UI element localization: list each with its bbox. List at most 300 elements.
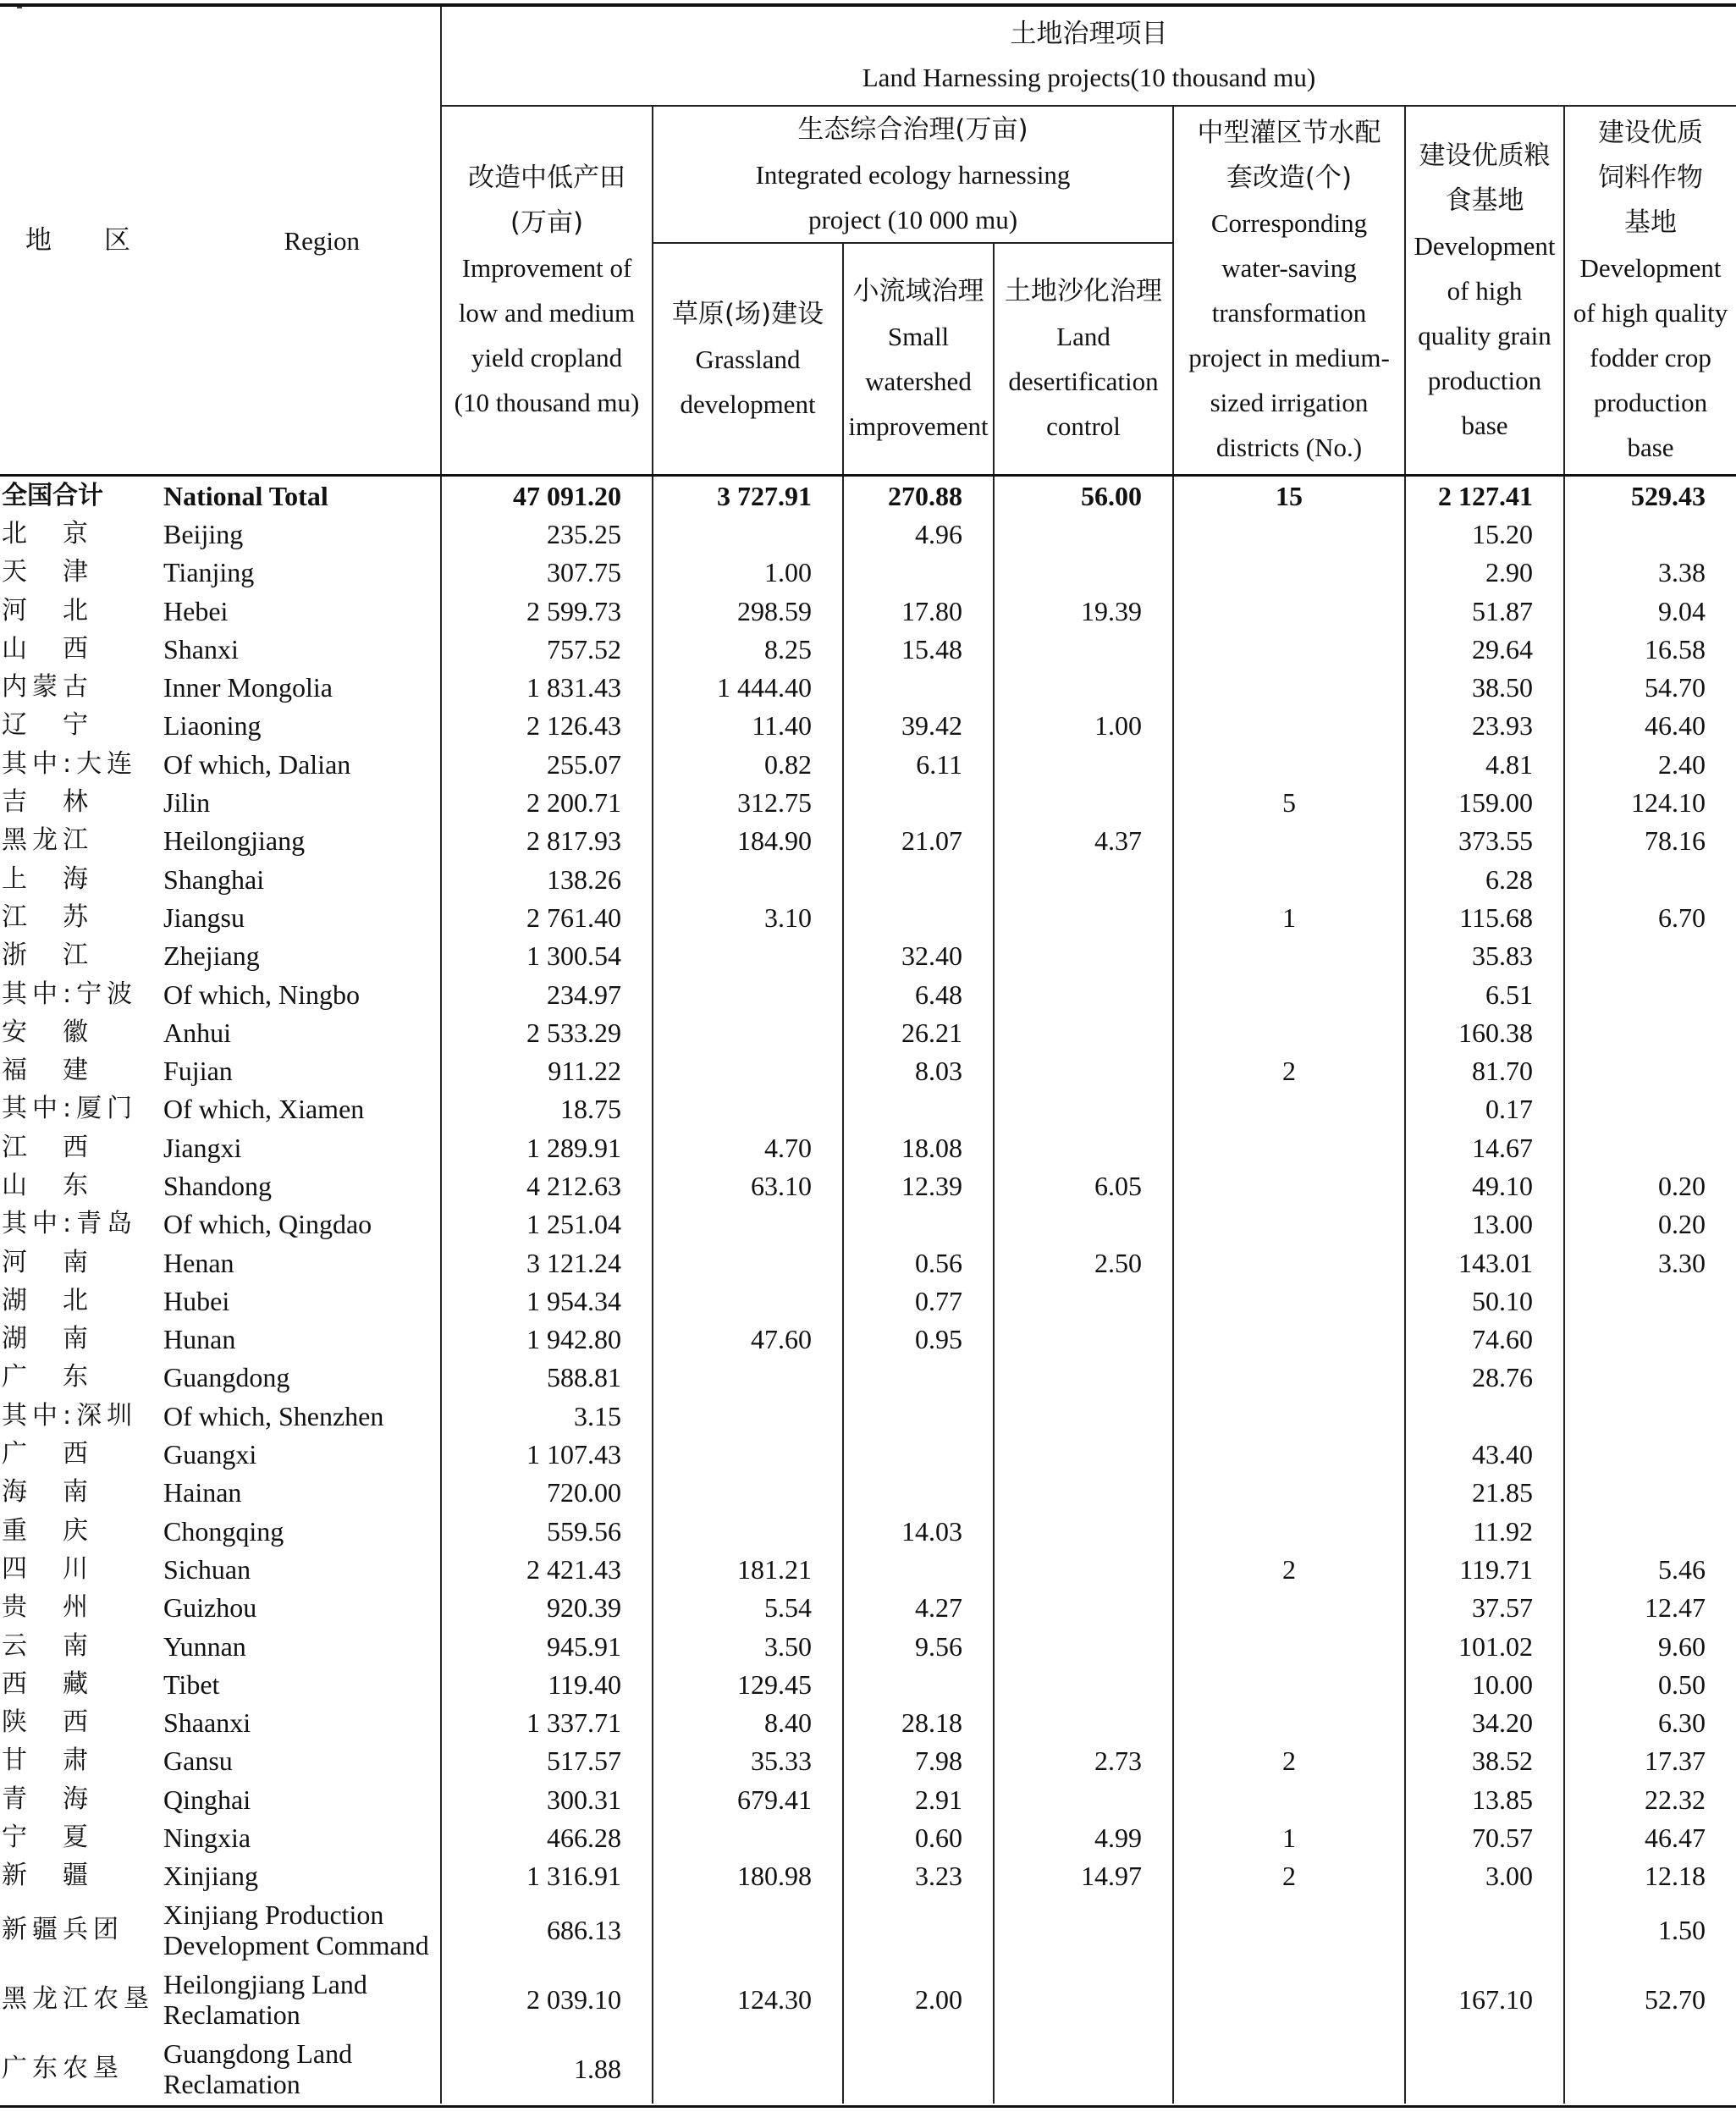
col5-en-4: project in medium- bbox=[1188, 343, 1390, 372]
desertification-value: 1.00 bbox=[994, 707, 1173, 745]
table-row bbox=[0, 1742, 1736, 1780]
watershed-value bbox=[843, 1665, 994, 1703]
desertification-value bbox=[994, 1474, 1173, 1512]
table-row bbox=[0, 1589, 1736, 1627]
grain-base-value: 0.17 bbox=[1405, 1090, 1564, 1128]
low-medium-yield-value: 18.75 bbox=[441, 1090, 653, 1128]
region-header bbox=[0, 5, 441, 476]
irrigation-value: 2 bbox=[1173, 1051, 1405, 1089]
watershed-value: 39.42 bbox=[843, 707, 994, 745]
grain-base-value: 38.50 bbox=[1405, 668, 1564, 706]
irrigation-value bbox=[1173, 1166, 1405, 1205]
table-row bbox=[0, 1857, 1736, 1895]
grassland-value bbox=[653, 1474, 843, 1512]
watershed-value bbox=[843, 1435, 994, 1473]
region-name-en: Shanxi bbox=[163, 633, 239, 664]
eco-cn: 生态综合治理(万亩) bbox=[797, 113, 1028, 145]
grassland-value bbox=[653, 937, 843, 975]
irrigation-value bbox=[1173, 630, 1405, 668]
irrigation-value bbox=[1173, 1359, 1405, 1397]
col6-en-4: production bbox=[1427, 365, 1542, 395]
low-medium-yield-value: 119.40 bbox=[441, 1665, 653, 1703]
watershed-value: 4.96 bbox=[843, 515, 994, 553]
desertification-value bbox=[994, 1704, 1173, 1742]
total-row bbox=[0, 476, 1736, 516]
eco-en-1: Integrated ecology harnessing bbox=[755, 159, 1071, 190]
region-name-en: Shanghai bbox=[163, 863, 265, 895]
desertification-value bbox=[994, 630, 1173, 668]
table-row bbox=[0, 1205, 1736, 1243]
col5-cn-1: 中型灌区节水配 bbox=[1197, 118, 1381, 148]
table-row bbox=[0, 783, 1736, 821]
desertification-value: 6.05 bbox=[994, 1166, 1173, 1205]
grain-base-value: 81.70 bbox=[1405, 1051, 1564, 1089]
watershed-value bbox=[843, 1090, 994, 1128]
fodder-base-value: 0.50 bbox=[1564, 1665, 1736, 1703]
table-row bbox=[0, 1895, 1736, 1965]
desertification-value: 2.73 bbox=[994, 1742, 1173, 1780]
col-grassland-header bbox=[653, 243, 843, 476]
region-name-cn: 黑龙江 bbox=[2, 825, 93, 856]
region-name-cn: 福 建 bbox=[2, 1056, 93, 1086]
region-name-en: Fujian bbox=[163, 1056, 233, 1087]
grassland-value: 8.25 bbox=[653, 630, 843, 668]
region-name-en: Tianjing bbox=[163, 557, 255, 588]
region-name-cn: 其中:大连 bbox=[2, 748, 138, 779]
region-header-en: Region bbox=[284, 225, 360, 256]
watershed-value: 270.88 bbox=[843, 476, 994, 516]
watershed-value: 0.56 bbox=[843, 1243, 994, 1282]
table-row bbox=[0, 1051, 1736, 1089]
grain-base-value: 159.00 bbox=[1405, 783, 1564, 821]
fodder-base-value bbox=[1564, 1321, 1736, 1359]
col5-en-1: Corresponding bbox=[1210, 208, 1368, 238]
region-name-en: Ningxia bbox=[163, 1822, 251, 1854]
region-name-cn: 云 南 bbox=[2, 1630, 93, 1661]
grain-base-value: 160.38 bbox=[1405, 1013, 1564, 1051]
irrigation-value bbox=[1173, 1589, 1405, 1627]
grain-base-value: 11.92 bbox=[1405, 1512, 1564, 1550]
watershed-value: 0.60 bbox=[843, 1818, 994, 1856]
grain-base-value: 70.57 bbox=[1405, 1818, 1564, 1856]
low-medium-yield-value: 686.13 bbox=[441, 1895, 653, 1965]
low-medium-yield-value: 559.56 bbox=[441, 1512, 653, 1550]
low-medium-yield-value: 1 954.34 bbox=[441, 1282, 653, 1320]
low-medium-yield-value: 2 761.40 bbox=[441, 898, 653, 936]
low-medium-yield-value: 1 831.43 bbox=[441, 668, 653, 706]
irrigation-value bbox=[1173, 1090, 1405, 1128]
watershed-value: 12.39 bbox=[843, 1166, 994, 1205]
irrigation-value bbox=[1173, 1243, 1405, 1282]
region-name-cn: 山 西 bbox=[2, 633, 93, 664]
table-row bbox=[0, 1780, 1736, 1818]
fodder-base-value: 17.37 bbox=[1564, 1742, 1736, 1780]
table-row bbox=[0, 1704, 1736, 1742]
region-name-cn: 山 东 bbox=[2, 1170, 93, 1200]
col3-cn: 小流域治理 bbox=[852, 276, 984, 306]
grassland-value bbox=[653, 975, 843, 1013]
eco-en-2: project (10 000 mu) bbox=[807, 204, 1018, 234]
fodder-base-value: 54.70 bbox=[1564, 668, 1736, 706]
desertification-value bbox=[994, 1550, 1173, 1588]
irrigation-value: 2 bbox=[1173, 1857, 1405, 1895]
grain-base-value: 49.10 bbox=[1405, 1166, 1564, 1205]
watershed-value bbox=[843, 2034, 994, 2104]
grain-base-value: 3.00 bbox=[1405, 1857, 1564, 1895]
irrigation-value bbox=[1173, 1512, 1405, 1550]
watershed-value: 21.07 bbox=[843, 822, 994, 860]
fodder-base-value bbox=[1564, 860, 1736, 898]
region-name-cn: 湖 北 bbox=[2, 1285, 93, 1315]
low-medium-yield-value: 720.00 bbox=[441, 1474, 653, 1512]
grain-base-value bbox=[1405, 1895, 1564, 1965]
fodder-base-value bbox=[1564, 515, 1736, 553]
region-name-en: Hainan bbox=[163, 1477, 242, 1508]
col2-en-1: Grassland bbox=[695, 344, 801, 374]
region-name-en: Of which, Shenzhen bbox=[163, 1400, 384, 1431]
col1-en-4: (10 thousand mu) bbox=[454, 388, 640, 417]
col2-cn: 草原(场)建设 bbox=[671, 298, 824, 329]
fodder-base-value bbox=[1564, 1282, 1736, 1320]
low-medium-yield-value: 1 942.80 bbox=[441, 1321, 653, 1359]
col4-en-1: Land bbox=[1056, 322, 1110, 351]
low-medium-yield-value: 300.31 bbox=[441, 1780, 653, 1818]
col1-unit-cn: (万亩) bbox=[510, 207, 584, 238]
fodder-base-value: 12.47 bbox=[1564, 1589, 1736, 1627]
grain-base-value: 14.67 bbox=[1405, 1128, 1564, 1166]
region-name-en: Of which, Ningbo bbox=[163, 979, 360, 1010]
low-medium-yield-value: 1 289.91 bbox=[441, 1128, 653, 1166]
low-medium-yield-value: 920.39 bbox=[441, 1589, 653, 1627]
low-medium-yield-value: 2 533.29 bbox=[441, 1013, 653, 1051]
region-name-cn: 其中:青岛 bbox=[2, 1209, 138, 1239]
col5-en-6: districts (No.) bbox=[1215, 433, 1363, 462]
grain-base-value: 23.93 bbox=[1405, 707, 1564, 745]
grassland-value: 0.82 bbox=[653, 745, 843, 783]
region-name-en: Xinjiang bbox=[163, 1861, 258, 1892]
table-row bbox=[0, 860, 1736, 898]
col-watershed-header bbox=[843, 243, 994, 476]
region-name-cn: 全国合计 bbox=[0, 476, 157, 516]
grassland-value: 679.41 bbox=[653, 1780, 843, 1818]
desertification-value: 56.00 bbox=[994, 476, 1173, 516]
fodder-base-value: 9.60 bbox=[1564, 1627, 1736, 1665]
col3-en-2: watershed bbox=[865, 367, 972, 396]
desertification-value bbox=[994, 515, 1173, 553]
fodder-base-value: 3.30 bbox=[1564, 1243, 1736, 1282]
irrigation-value bbox=[1173, 554, 1405, 592]
region-name-cn: 其中:厦门 bbox=[2, 1094, 138, 1124]
table-row bbox=[0, 668, 1736, 706]
region-name-en: Guizhou bbox=[163, 1592, 257, 1624]
grain-base-value: 2.90 bbox=[1405, 554, 1564, 592]
region-name-cn: 广 东 bbox=[2, 1362, 93, 1392]
region-name-cn: 湖 南 bbox=[2, 1324, 93, 1354]
low-medium-yield-value: 2 039.10 bbox=[441, 1965, 653, 2034]
grassland-value bbox=[653, 1205, 843, 1243]
low-medium-yield-value: 255.07 bbox=[441, 745, 653, 783]
fodder-base-value bbox=[1564, 1051, 1736, 1089]
fodder-base-value: 0.20 bbox=[1564, 1205, 1736, 1243]
col7-en-4: production bbox=[1593, 388, 1708, 417]
table-row bbox=[0, 1512, 1736, 1550]
region-name-en: Heilongjiang Land Reclamation bbox=[163, 1968, 367, 2030]
col6-en-3: quality grain bbox=[1418, 320, 1551, 350]
grain-base-value: 2 127.41 bbox=[1405, 476, 1564, 516]
col3-en-1: Small bbox=[887, 322, 950, 351]
region-name-en: Zhejiang bbox=[163, 940, 260, 972]
desertification-value bbox=[994, 1435, 1173, 1473]
fodder-base-value: 124.10 bbox=[1564, 783, 1736, 821]
region-name-en: Of which, Dalian bbox=[163, 748, 351, 780]
fodder-base-value: 46.47 bbox=[1564, 1818, 1736, 1856]
col5-en-3: transformation bbox=[1211, 298, 1367, 328]
grain-base-value: 143.01 bbox=[1405, 1243, 1564, 1282]
irrigation-value bbox=[1173, 975, 1405, 1013]
region-name-cn: 吉 林 bbox=[2, 787, 93, 818]
grain-base-value bbox=[1405, 1397, 1564, 1435]
low-medium-yield-value: 2 200.71 bbox=[441, 783, 653, 821]
group-header-en: Land Harnessing projects(10 thousand mu) bbox=[862, 63, 1316, 92]
desertification-value bbox=[994, 1051, 1173, 1089]
low-medium-yield-value: 588.81 bbox=[441, 1359, 653, 1397]
fodder-base-value: 78.16 bbox=[1564, 822, 1736, 860]
col-desertification-header bbox=[994, 243, 1173, 476]
irrigation-value bbox=[1173, 1627, 1405, 1665]
grain-base-value: 4.81 bbox=[1405, 745, 1564, 783]
table-row bbox=[0, 1282, 1736, 1320]
col6-cn-1: 建设优质粮 bbox=[1419, 140, 1551, 171]
grain-base-value: 6.28 bbox=[1405, 860, 1564, 898]
region-name-cn: 新疆兵团 bbox=[2, 1914, 124, 1944]
low-medium-yield-value: 234.97 bbox=[441, 975, 653, 1013]
col5-en-2: water-saving bbox=[1221, 253, 1357, 283]
watershed-value: 8.03 bbox=[843, 1051, 994, 1089]
region-name-cn: 新 疆 bbox=[2, 1861, 93, 1891]
col7-cn-1: 建设优质 bbox=[1598, 118, 1703, 148]
region-name-cn: 内蒙古 bbox=[2, 672, 93, 703]
irrigation-value bbox=[1173, 1665, 1405, 1703]
fodder-base-value: 12.18 bbox=[1564, 1857, 1736, 1895]
col1-en-2: low and medium bbox=[458, 298, 636, 328]
fodder-base-value bbox=[1564, 2034, 1736, 2104]
grassland-value: 3.10 bbox=[653, 898, 843, 936]
fodder-base-value: 6.70 bbox=[1564, 898, 1736, 936]
desertification-value bbox=[994, 898, 1173, 936]
low-medium-yield-value: 466.28 bbox=[441, 1818, 653, 1856]
watershed-value: 15.48 bbox=[843, 630, 994, 668]
table-row bbox=[0, 1665, 1736, 1703]
fodder-base-value bbox=[1564, 975, 1736, 1013]
grassland-value: 11.40 bbox=[653, 707, 843, 745]
region-name-en: Xinjiang Production Development Command bbox=[163, 1899, 429, 1960]
desertification-value bbox=[994, 1397, 1173, 1435]
grain-base-value: 115.68 bbox=[1405, 898, 1564, 936]
fodder-base-value: 5.46 bbox=[1564, 1550, 1736, 1588]
watershed-value bbox=[843, 554, 994, 592]
bottom-rule bbox=[0, 2105, 1736, 2108]
grain-base-value: 50.10 bbox=[1405, 1282, 1564, 1320]
table-row bbox=[0, 554, 1736, 592]
desertification-value bbox=[994, 1965, 1173, 2034]
col1-en-3: yield cropland bbox=[471, 343, 623, 372]
table-row bbox=[0, 592, 1736, 630]
low-medium-yield-value: 1 107.43 bbox=[441, 1435, 653, 1473]
fodder-base-value bbox=[1564, 1128, 1736, 1166]
grassland-value bbox=[653, 1512, 843, 1550]
watershed-value: 0.77 bbox=[843, 1282, 994, 1320]
region-name-en: Liaoning bbox=[163, 710, 262, 742]
desertification-value: 19.39 bbox=[994, 592, 1173, 630]
irrigation-value bbox=[1173, 937, 1405, 975]
grassland-value bbox=[653, 1013, 843, 1051]
fodder-base-value: 16.58 bbox=[1564, 630, 1736, 668]
table-row bbox=[0, 1550, 1736, 1588]
table-body bbox=[0, 476, 1736, 2104]
irrigation-value bbox=[1173, 1321, 1405, 1359]
irrigation-value bbox=[1173, 1704, 1405, 1742]
region-name-en: Guangdong bbox=[163, 1362, 290, 1393]
desertification-value bbox=[994, 1090, 1173, 1128]
irrigation-value bbox=[1173, 1965, 1405, 2034]
region-name-en: Hubei bbox=[163, 1285, 230, 1316]
col6-en-2: of high bbox=[1447, 275, 1523, 306]
grain-base-value: 6.51 bbox=[1405, 975, 1564, 1013]
grassland-value: 63.10 bbox=[653, 1166, 843, 1205]
region-name-cn: 广东农垦 bbox=[2, 2053, 124, 2083]
table-row bbox=[0, 1474, 1736, 1512]
col5-cn-2: 套改造(个) bbox=[1226, 163, 1353, 193]
watershed-value: 28.18 bbox=[843, 1704, 994, 1742]
fodder-base-value bbox=[1564, 1090, 1736, 1128]
low-medium-yield-value: 47 091.20 bbox=[441, 476, 653, 516]
table-row bbox=[0, 2034, 1736, 2104]
table-row bbox=[0, 1243, 1736, 1282]
desertification-value: 14.97 bbox=[994, 1857, 1173, 1895]
irrigation-value bbox=[1173, 1128, 1405, 1166]
desertification-value bbox=[994, 1627, 1173, 1665]
grain-base-value: 29.64 bbox=[1405, 630, 1564, 668]
grassland-value bbox=[653, 1895, 843, 1965]
region-name-en: Shandong bbox=[163, 1170, 272, 1201]
watershed-value bbox=[843, 1474, 994, 1512]
desertification-value bbox=[994, 860, 1173, 898]
grain-base-value: 51.87 bbox=[1405, 592, 1564, 630]
grassland-value bbox=[653, 2034, 843, 2104]
table-row bbox=[0, 898, 1736, 936]
region-name-en: National Total bbox=[157, 476, 441, 516]
grain-base-value: 101.02 bbox=[1405, 1627, 1564, 1665]
table-row bbox=[0, 1128, 1736, 1166]
desertification-value bbox=[994, 975, 1173, 1013]
watershed-value bbox=[843, 1205, 994, 1243]
region-name-cn: 海 南 bbox=[2, 1477, 93, 1508]
grassland-value: 181.21 bbox=[653, 1550, 843, 1588]
col1-cn: 改造中低产田 bbox=[468, 163, 626, 193]
fodder-base-value bbox=[1564, 1013, 1736, 1051]
desertification-value bbox=[994, 1895, 1173, 1965]
grassland-value: 312.75 bbox=[653, 783, 843, 821]
low-medium-yield-value: 235.25 bbox=[441, 515, 653, 553]
table-row bbox=[0, 937, 1736, 975]
desertification-value: 2.50 bbox=[994, 1243, 1173, 1282]
desertification-value bbox=[994, 783, 1173, 821]
desertification-value: 4.99 bbox=[994, 1818, 1173, 1856]
table-header bbox=[0, 5, 1736, 476]
irrigation-value: 1 bbox=[1173, 1818, 1405, 1856]
table-row bbox=[0, 1818, 1736, 1856]
table-row bbox=[0, 1397, 1736, 1435]
grassland-value: 3 727.91 bbox=[653, 476, 843, 516]
table-row bbox=[0, 1435, 1736, 1473]
col6-cn-2: 食基地 bbox=[1445, 185, 1524, 216]
low-medium-yield-value: 3.15 bbox=[441, 1397, 653, 1435]
region-name-cn: 重 庆 bbox=[2, 1515, 93, 1546]
grassland-value bbox=[653, 1397, 843, 1435]
region-name-cn: 四 川 bbox=[2, 1553, 93, 1584]
table-row bbox=[0, 1627, 1736, 1665]
desertification-value bbox=[994, 1013, 1173, 1051]
region-header-cn: 地 区 bbox=[25, 224, 130, 256]
desertification-value bbox=[994, 668, 1173, 706]
region-name-cn: 江 苏 bbox=[2, 902, 93, 932]
col7-en-2: of high quality bbox=[1573, 298, 1728, 328]
grain-base-value: 15.20 bbox=[1405, 515, 1564, 553]
watershed-value bbox=[843, 860, 994, 898]
low-medium-yield-value: 2 126.43 bbox=[441, 707, 653, 745]
region-name-en: Chongqing bbox=[163, 1515, 284, 1547]
fodder-base-value: 52.70 bbox=[1564, 1965, 1736, 2034]
irrigation-value bbox=[1173, 1397, 1405, 1435]
irrigation-value bbox=[1173, 745, 1405, 783]
region-name-en: Jiangsu bbox=[163, 902, 245, 933]
grassland-value: 35.33 bbox=[653, 1742, 843, 1780]
grain-base-value: 13.00 bbox=[1405, 1205, 1564, 1243]
watershed-value: 18.08 bbox=[843, 1128, 994, 1166]
watershed-value: 3.23 bbox=[843, 1857, 994, 1895]
region-name-en: Jilin bbox=[163, 787, 211, 819]
grain-base-value: 28.76 bbox=[1405, 1359, 1564, 1397]
region-name-cn: 河 南 bbox=[2, 1247, 93, 1277]
grain-base-value: 13.85 bbox=[1405, 1780, 1564, 1818]
watershed-value: 6.11 bbox=[843, 745, 994, 783]
region-name-en: Shaanxi bbox=[163, 1707, 251, 1739]
low-medium-yield-value: 3 121.24 bbox=[441, 1243, 653, 1282]
col-fodder-base-header bbox=[1564, 106, 1736, 476]
col-grain-base-header bbox=[1405, 106, 1564, 476]
desertification-value bbox=[994, 937, 1173, 975]
low-medium-yield-value: 2 817.93 bbox=[441, 822, 653, 860]
watershed-value bbox=[843, 1550, 994, 1588]
col4-en-2: desertification bbox=[1008, 367, 1159, 396]
desertification-value bbox=[994, 1512, 1173, 1550]
region-name-cn: 上 海 bbox=[2, 863, 93, 894]
col1-en-1: Improvement of bbox=[461, 253, 632, 283]
irrigation-value bbox=[1173, 1282, 1405, 1320]
grassland-value: 124.30 bbox=[653, 1965, 843, 2034]
irrigation-value bbox=[1173, 515, 1405, 553]
region-name-en: Sichuan bbox=[163, 1553, 251, 1585]
low-medium-yield-value: 4 212.63 bbox=[441, 1166, 653, 1205]
grassland-value: 8.40 bbox=[653, 1704, 843, 1742]
watershed-value bbox=[843, 783, 994, 821]
col-low-medium-yield-header bbox=[441, 106, 653, 476]
grain-base-value: 37.57 bbox=[1405, 1589, 1564, 1627]
region-name-en: Beijing bbox=[163, 518, 244, 549]
region-name-cn: 江 西 bbox=[2, 1132, 93, 1162]
grain-base-value: 21.85 bbox=[1405, 1474, 1564, 1512]
desertification-value bbox=[994, 1321, 1173, 1359]
